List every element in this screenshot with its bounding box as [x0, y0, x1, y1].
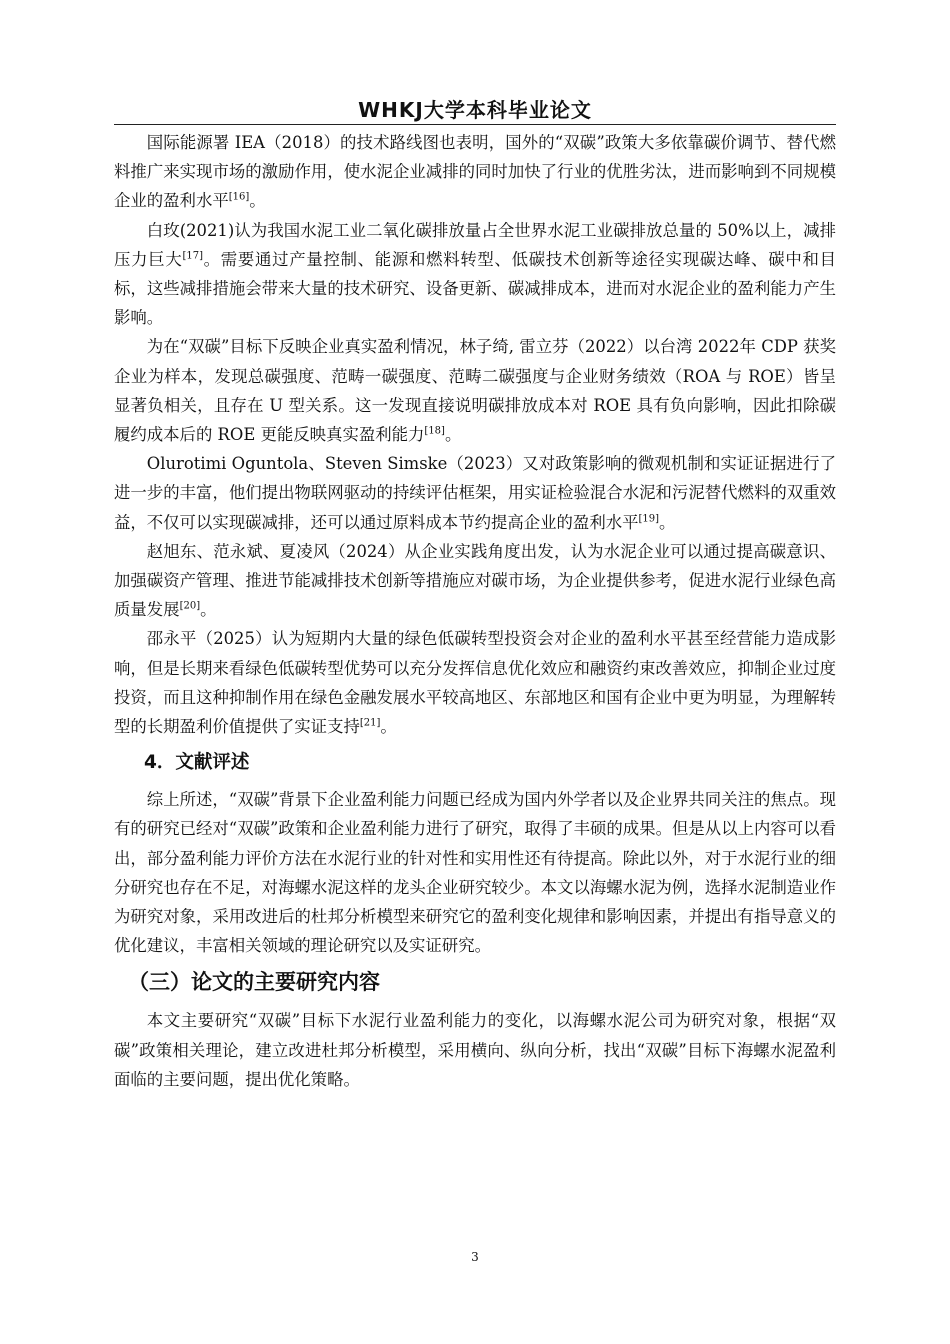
- paragraph-text: 白玫(2021)认为我国水泥工业二氧化碳排放量占全世界水泥工业碳排放总量的 50%以上，减排压力巨大: [114, 220, 836, 269]
- paragraph-text: 赵旭东、范永斌、夏凌风（2024）从企业实践角度出发，认为水泥企业可以通过提高碳意识、加强碳资产管理、推进节能减排技术创新等措施应对碳市场，为企业提供参考，促进水泥行业绿色高质量发展: [114, 541, 836, 620]
- body-content: [114, 128, 836, 1094]
- citation-ref: [16]: [228, 191, 250, 203]
- paragraph-iea: [114, 128, 836, 216]
- citation-ref: [21]: [359, 717, 381, 729]
- paragraph-tail: 。: [659, 512, 676, 532]
- paragraph-tail: 。: [444, 425, 462, 445]
- paragraph-literature-review: 综上所述，“双碳”背景下企业盈利能力问题已经成为国内外学者以及企业界共同关注的焦点。现有的研究已经对“双碳”政策和企业盈利能力进行了研究，取得了丰硕的成果。但是从以上内容可以看出，部分盈利能力评价方法在水泥行业的针对性和实用性还有待提高。除此以外，对于水泥行业的细分研究也存在不足，对海螺水泥这样的龙头企业研究较少。本文以海螺水泥为例，选择水泥制造业作为研究对象，采用改进后的杜邦分析模型来研究它的盈利变化规律和影响因素，并提出有指导意义的优化建议，丰富相关领域的理论研究以及实证研究。: [114, 790, 836, 956]
- citation-ref: [17]: [182, 250, 203, 262]
- paragraph-tail: 。: [249, 191, 266, 211]
- paragraph-oguntola: [114, 449, 836, 537]
- paragraph-text: 国际能源署 IEA（2018）的技术路线图也表明，国外的“双碳”政策大多依靠碳价调节、替代燃料推广来实现市场的激励作用，使水泥企业减排的同时加快了行业的优胜劣汰，进而影响到不同规模企业的盈利水平: [114, 133, 836, 211]
- citation-ref: [20]: [179, 600, 201, 612]
- section-heading-literature-review: 4．文献评述: [144, 752, 250, 774]
- paragraph-text: Olurotimi Oguntola、Steven Simske（2023）又对政策影响的微观机制和实证证据进行了进一步的丰富，他们提出物联网驱动的持续评估框架，用实证检验混合水泥和污泥替代燃料的双重效益，不仅可以实现碳减排，还可以通过原料成本节约提高企业的盈利水平: [114, 454, 836, 532]
- header-divider: [114, 124, 836, 125]
- paragraph-lin-lei: [114, 332, 836, 449]
- page-header-title: WHKJ大学本科毕业论文: [358, 98, 592, 122]
- section-heading-main-content: （三）论文的主要研究内容: [128, 970, 380, 995]
- paragraph-tail: 。: [380, 717, 397, 737]
- paragraph-tail: 。: [200, 600, 217, 620]
- citation-ref: [19]: [638, 513, 660, 525]
- page-number: 3: [471, 1250, 479, 1264]
- paragraph-text: 为在“双碳”目标下反映企业真实盈利情况，林子绮, 雷立芬（2022）以台湾 2022年 CDP 获奖企业为样本，发现总碳强度、范畴一碳强度、范畴二碳强度与企业财务绩效（ROA 与 ROE）皆呈显著负相关，且存在 U 型关系。这一发现直接说明碳排放成本对 ROE 具有负向影响，因此扣除碳履约成本后的 ROE 更能反映真实盈利能力: [114, 337, 836, 445]
- paragraph-text: 邵永平（2025）认为短期内大量的绿色低碳转型投资会对企业的盈利水平甚至经营能力造成影响，但是长期来看绿色低碳转型优势可以充分发挥信息优化效应和融资约束改善效应，抑制企业过度投资，而且这种抑制作用在绿色金融发展水平较高地区、东部地区和国有企业中更为明显，为理解转型的长期盈利价值提供了实证支持: [114, 629, 836, 737]
- citation-ref: [18]: [424, 425, 445, 437]
- paragraph-zhao: [114, 537, 836, 625]
- paragraph-baimei: [114, 216, 836, 333]
- paragraph-main-content: 本文主要研究“双碳”目标下水泥行业盈利能力的变化，以海螺水泥公司为研究对象，根据“双碳”政策相关理论，建立改进杜邦分析模型，采用横向、纵向分析，找出“双碳”目标下海螺水泥盈利面临的主要问题，提出优化策略。: [114, 1011, 836, 1089]
- paragraph-tail: 。需要通过产量控制、能源和燃料转型、低碳技术创新等途径实现碳达峰、碳中和目标，这些减排措施会带来大量的技术研究、设备更新、碳减排成本，进而对水泥企业的盈利能力产生影响。: [114, 249, 836, 328]
- paragraph-shao: [114, 624, 836, 741]
